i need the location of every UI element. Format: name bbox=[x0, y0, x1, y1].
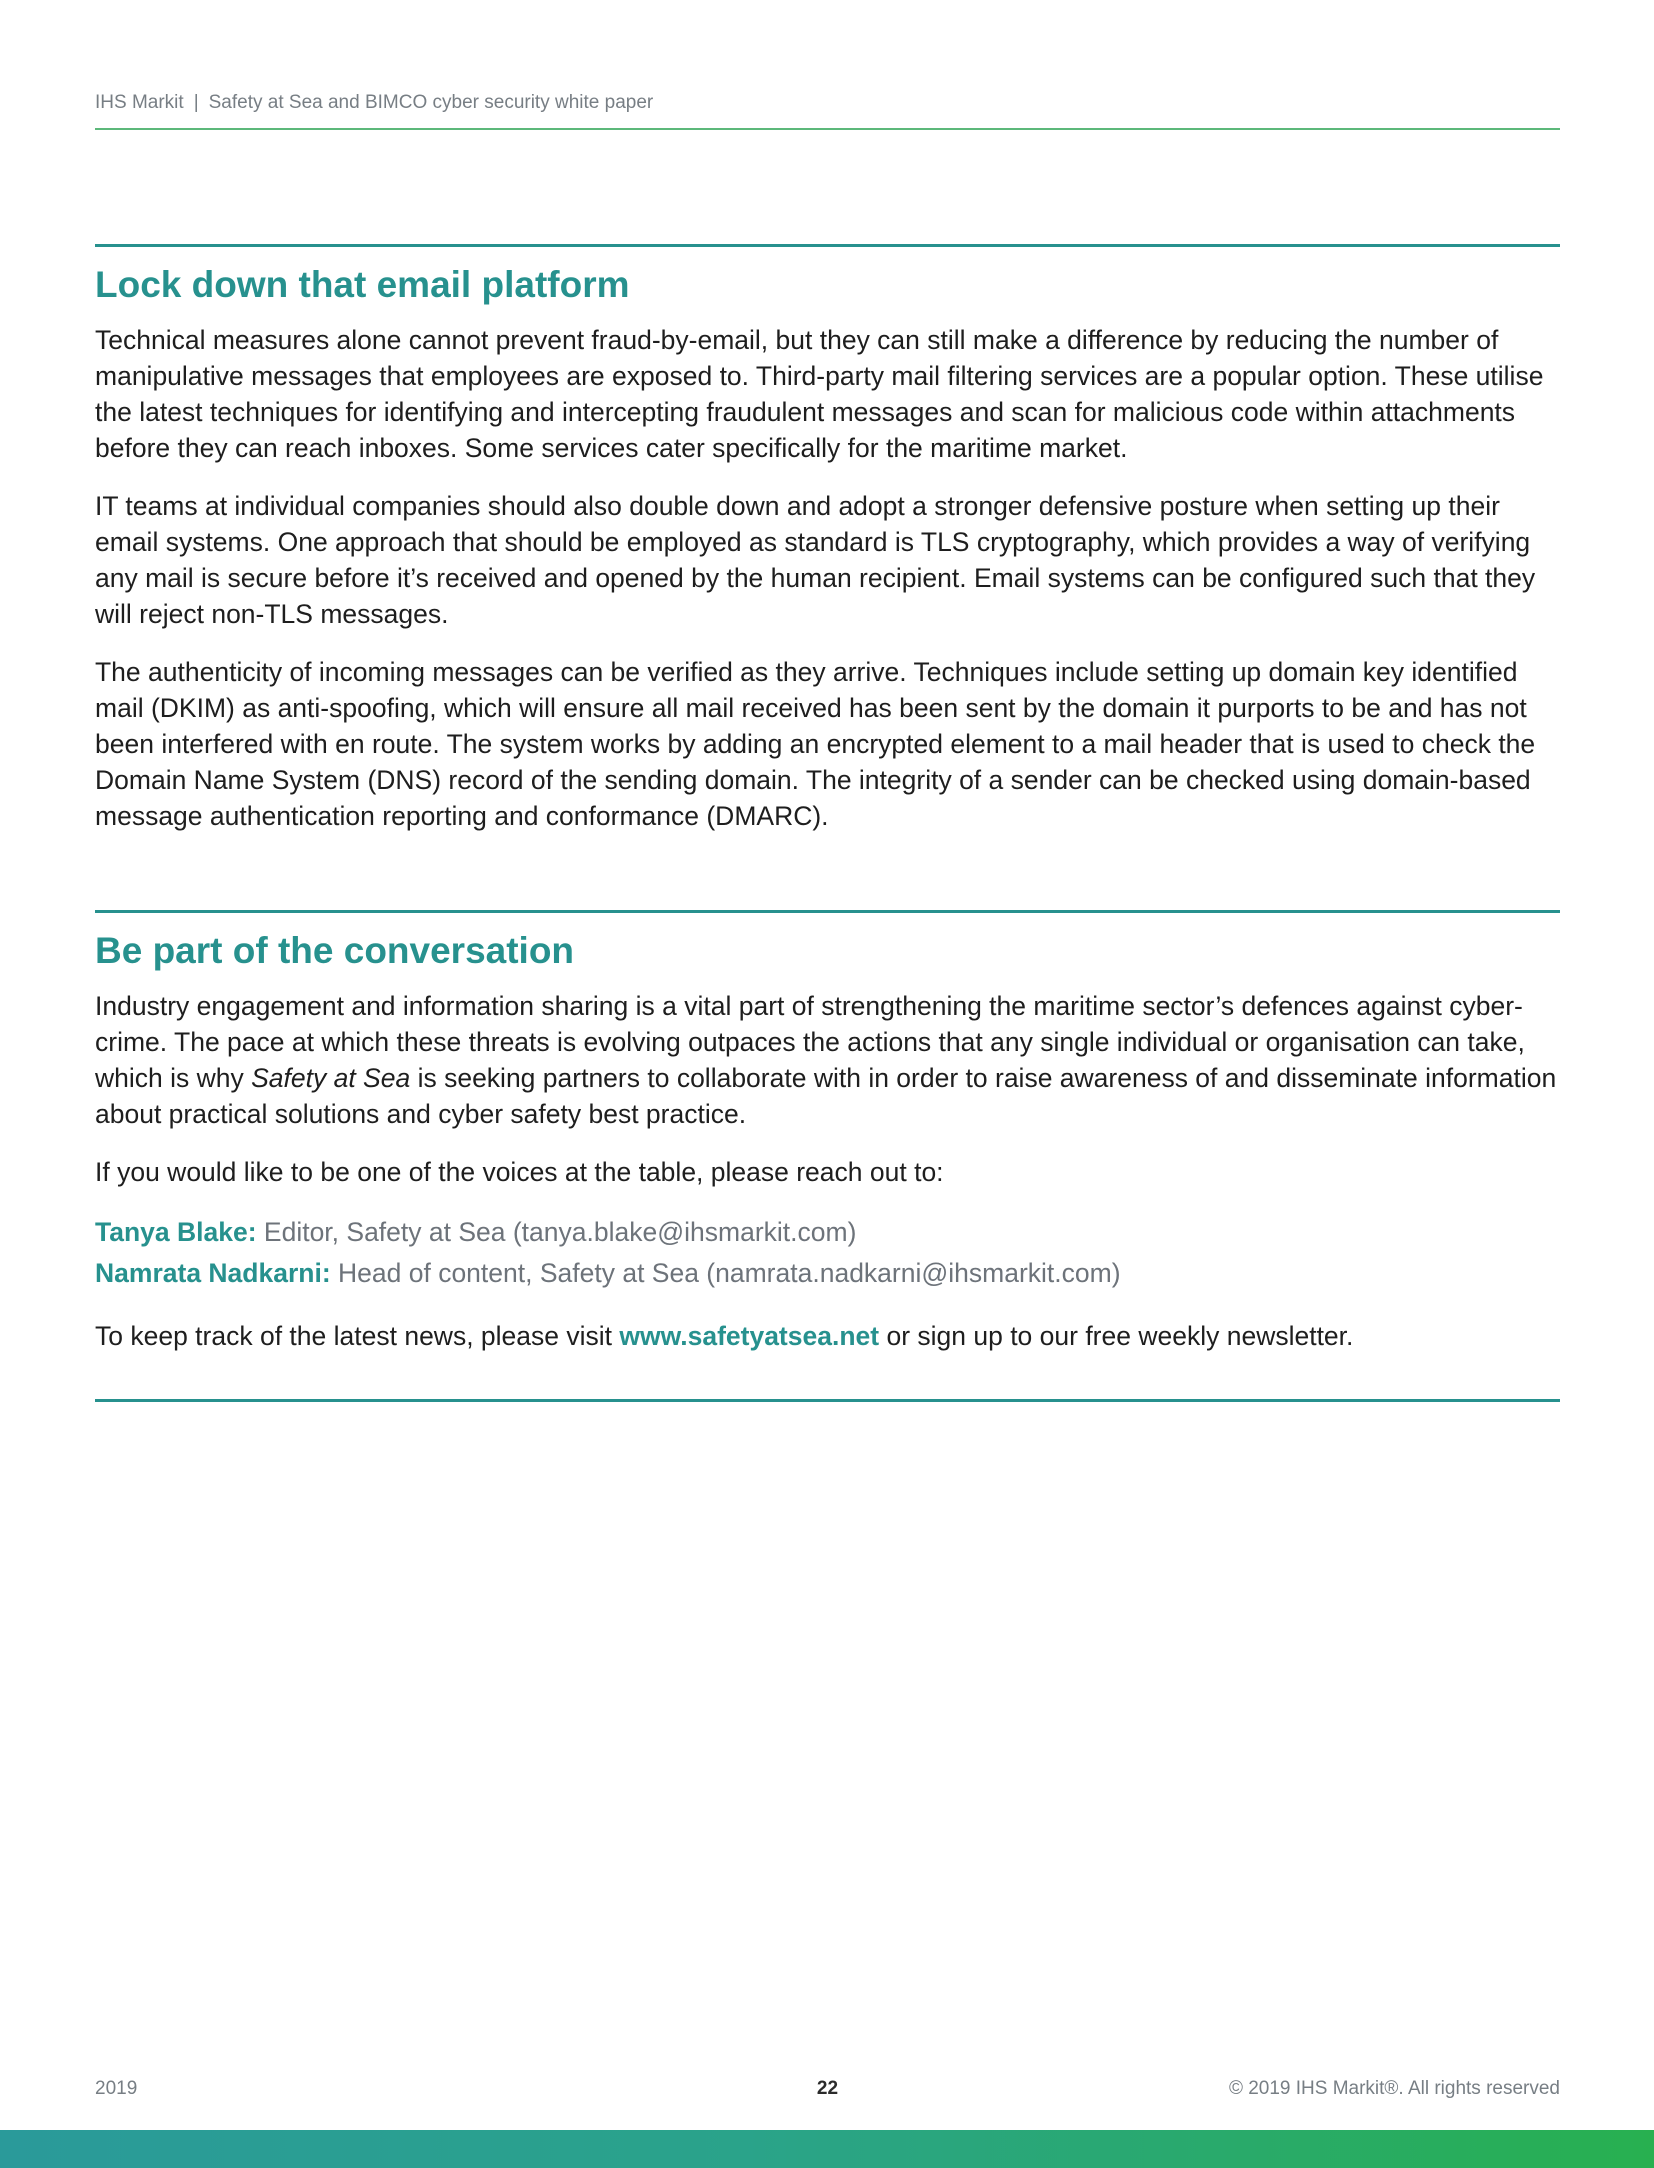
section-conversation bbox=[95, 928, 1560, 1376]
footer-copyright: © 2019 IHS Markit®. All rights reserved bbox=[1228, 2078, 1560, 2099]
paragraph: Technical measures alone cannot prevent fraud-by-email, but they can still make a difference by reducing the number of manipulative messages that employees are exposed to. Third-party mail filtering services are a popular option. These utilise the latest techniques for identifying and intercepting fraudulent messages and scan for malicious code within attachments before they can reach inboxes. Some services cater specifically for the maritime market. bbox=[95, 325, 1544, 463]
footer-year: 2019 bbox=[95, 2078, 138, 2099]
paragraph: The authenticity of incoming messages can be verified as they arrive. Techniques include setting up domain key identified mail (DKIM) as anti-spoofing, which will ensure all mail received has been sent by the domain it purports to be and has not been interfered with en route. The system works by adding an encrypted element to a mail header that is used to check the Domain Name System (DNS) record of the sending domain. The integrity of a sender can be checked using domain-based message authentication reporting and conformance (DMARC). bbox=[95, 657, 1536, 831]
reach-out-text: If you would like to be one of the voices at the table, please reach out to: bbox=[95, 1157, 944, 1187]
section-divider-bottom bbox=[95, 1399, 1560, 1402]
section-email-platform bbox=[95, 262, 1560, 856]
contact-name: Namrata Nadkarni: bbox=[95, 1258, 331, 1288]
contact-list bbox=[95, 1212, 1560, 1294]
contact-name: Tanya Blake: bbox=[95, 1217, 257, 1247]
page-footer bbox=[95, 2078, 1560, 2108]
website-link[interactable]: www.safetyatsea.net bbox=[619, 1321, 880, 1351]
paragraph: IT teams at individual companies should also double down and adopt a stronger defensive posture when setting up their email systems. One approach that should be employed as standard is TLS cryptography, which provides a way of verifying any mail is secure before it’s received and opened by the human recipient. Email systems can be configured such that they will reject non-TLS messages. bbox=[95, 491, 1536, 629]
footer-gradient-bar bbox=[0, 2130, 1654, 2168]
news-text: To keep track of the latest news, please visit bbox=[95, 1321, 620, 1351]
intro-text-continued: is seeking partners to collaborate with in order to raise awareness of and disseminate information about practical solutions and cyber safety best practice. bbox=[95, 1063, 1557, 1129]
publication-name: Safety at Sea bbox=[251, 1063, 411, 1093]
intro-paragraph bbox=[95, 988, 1560, 1132]
header-doc-title: Safety at Sea and BIMCO cyber security white paper bbox=[208, 92, 654, 113]
section-title-email-platform: Lock down that email platform bbox=[95, 264, 630, 305]
section-divider-top bbox=[95, 244, 1560, 247]
header-separator: | bbox=[193, 92, 199, 113]
news-text-continued: or sign up to our free weekly newsletter. bbox=[879, 1321, 1354, 1351]
contact-detail[interactable]: Editor, Safety at Sea (tanya.blake@ihsmarkit.com) bbox=[263, 1217, 857, 1247]
header-brand: IHS Markit bbox=[95, 92, 184, 113]
intro-text: Industry engagement and information sharing is a vital part of strengthening the maritime sector’s defences against cyber-crime. The pace at which these threats is evolving outpaces the actions that any single individual or organisation can take, which is why bbox=[95, 991, 1525, 1093]
contact-item bbox=[95, 1212, 1560, 1253]
contact-item bbox=[95, 1253, 1560, 1294]
news-paragraph bbox=[95, 1318, 1560, 1354]
page-header bbox=[95, 92, 1560, 130]
page-number: 22 bbox=[816, 2078, 839, 2099]
section-title-conversation: Be part of the conversation bbox=[95, 930, 575, 971]
section-divider-middle bbox=[95, 910, 1560, 913]
contact-detail[interactable]: Head of content, Safety at Sea (namrata.nadkarni@ihsmarkit.com) bbox=[338, 1258, 1121, 1288]
